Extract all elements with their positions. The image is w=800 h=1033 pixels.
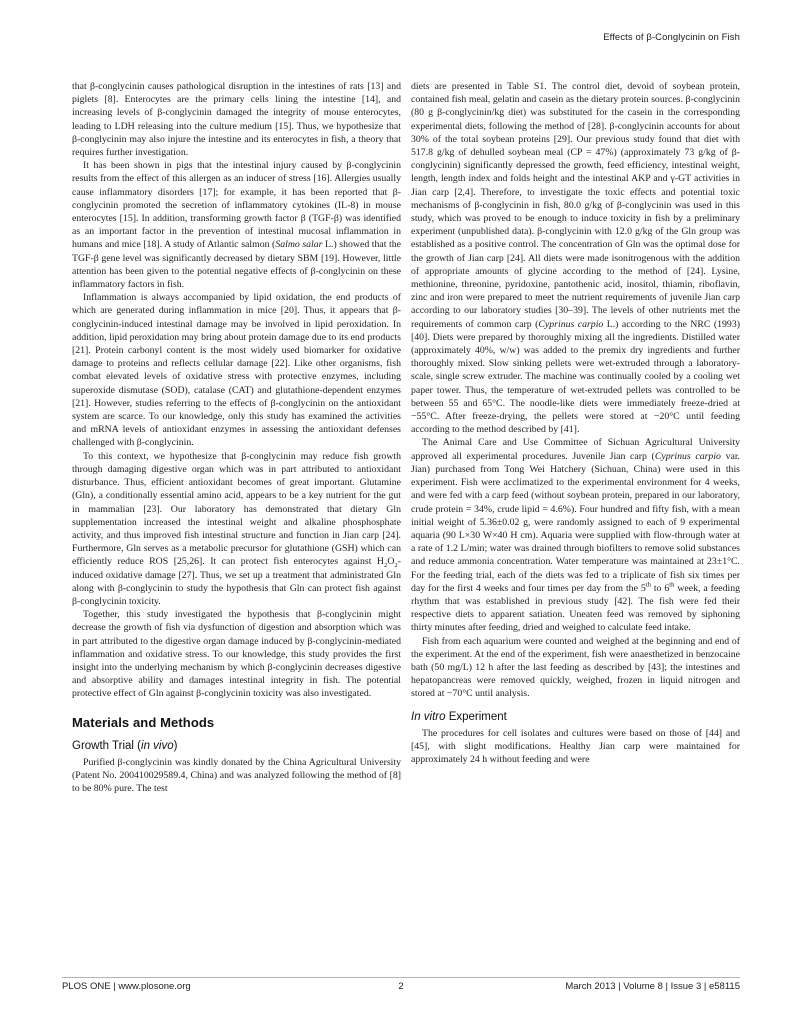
paragraph: Purified β-conglycinin was kindly donated by the China Agricultural University (Patent No. 200410029589.4, China) and was analyzed following the method of [8] to be 80% pure. The test	[72, 756, 401, 794]
right-column	[411, 80, 740, 795]
left-column	[72, 80, 401, 795]
subsection-heading: In vitro Experiment	[411, 710, 507, 723]
paragraph: Fish from each aquarium were counted and weighed at the beginning and end of the experiment. At the end of the experiment, fish were anaesthetized in benzocaine bath (50 mg/L) 12 h after the last feeding as described by [43]; the intestines and hepatopancreas were removed quickly, weighed, frozen in liquid nitrogen and stored at −70°C until analysis.	[411, 635, 740, 700]
footer-page-number: 2	[398, 981, 404, 992]
running-head-title: Effects of β-Conglycinin on Fish	[603, 32, 740, 43]
paragraph: The procedures for cell isolates and cultures were based on those of [44] and [45], with slight modifications. Healthy Jian carp were maintained for approximately 24 h without feeding and were	[411, 727, 740, 765]
paragraph: diets are presented in Table S1. The control diet, devoid of soybean protein, contained fish meal, gelatin and casein as the dietary protein sources. β-conglycinin (80 g β-conglycinin/kg diet) was substituted for the casein in the corresponding experimental diets, following the method of [28]. β-conglycinin accounts for about 30% of the total soybean proteins [29]. Our previous study found that diet with 517.8 g/kg of dehulled soybean meal (CP = 47%) (approximately 73 g/kg of β-conglycinin) significantly depressed the growth, feed efficiency, intestinal weight, length, length index and folds height and the intestinal AKP and γ-GT activities in Jian carp [2,4]. Therefore, to investigate the toxic effects and potential toxic mechanisms of β-conglycinin in fish, 80.0 g/kg of β-conglycinin was used in this study, which was proved to be enough to induce toxicity in fish by a preliminary experiment (unpublished data). β-conglycinin with 12.0 g/kg of the Gln group was established as a positive control. The concentration of Gln was the optimal dose for the growth of Jian carp [24]. All diets were made isonitrogenous with the addition of appropriate amounts of glycine according to the method of [24]. Lysine, methionine, threonine, pyridoxine, pantothenic acid, inositol, thiamin, riboflavin, zinc and iron were prepared to meet the nutrient requirements of juvenile Jian carp according to our laboratory studies [30–39]. The levels of other nutrients met the requirements of common carp (Cyprinus carpio L.) according to the NRC (1993) [40]. Diets were prepared by thoroughly mixing all the ingredients. Distilled water (approximately 40%, w/w) was added to the premix dry ingredients and further thoroughly mixed. Slow sinking pellets were wet-extruded through a laboratory-scale, single screw extruder. The machine was continually cooled by a cooling wet paper tower. Thus, the temperature of wet-extruded pellets was controlled to be between 55 and 65°C. The noodle-like diets were immediately freeze-dried at −55°C. After freeze-drying, the pellets were stored at −20°C until feeding according to the method described by [41].	[411, 81, 740, 436]
page-footer	[62, 981, 740, 992]
paragraph: To this context, we hypothesize that β-conglycinin may reduce fish growth through damaging digestive organ which was in part attributed to antioxidant disturbance. Thus, efficient antioxidant becomes of great important. Glutamine (Gln), a conditionally essential amino acid, appears to be a key nutrient for the gut in mammalian [23]. Our laboratory has demonstrated that dietary Gln supplementation increased the intestinal weight and alkaline phosphosphate activity, and thus improved fish intestinal structure and function in Jian carp [24]. Furthermore, Gln serves as a metabolic precursor for glutathione (GSH) which can efficiently reduce ROS [25,26]. It can protect fish enterocytes against $H_2O_2$-induced oxidative damage [27]. Thus, we set up a treatment that administrated Gln along with β-conglycinin to study the hypothesis that Gln can protect fish against β-conglycinin toxicity.	[72, 450, 401, 607]
subsection-heading: Growth Trial (in vivo)	[72, 739, 178, 752]
article-body	[72, 80, 740, 795]
footer-issue-info: March 2013 | Volume 8 | Issue 3 | e58115	[565, 981, 740, 992]
paragraph: Inflammation is always accompanied by lipid oxidation, the end products of which are generated during inflammation in mice [20]. Thus, it appears that β-conglycinin-induced intestinal damage may be involved in lipid peroxidation. In addition, lipid peroxidation may bring about protein damage due to its end products [21]. Protein carbonyl content is the most widely used biomarker for oxidative damage to proteins and reflects cellular damage [22]. Like other organisms, fish combat elevated levels of oxidative stress with protective enzymes, including superoxide dismutase (SOD), catalase (CAT) and glutathione-dependent enzymes [21]. However, studies referring to the effects of β-conglycinin on the antioxidant system are scarce. To our knowledge, only this study has examined the activities and mRNA levels of antioxidant enzymes in assessing the antioxidant defenses challenged with β-conglycinin.	[72, 292, 401, 449]
footer-divider	[62, 977, 740, 978]
footer-journal-url: PLOS ONE | www.plosone.org	[62, 981, 191, 992]
paragraph: that β-conglycinin causes pathological disruption in the intestines of rats [13] and piglets [8]. Enterocytes are the primary cells lining the intestine [14], and increasing levels of β-conglycinin damaged the integrity of mouse enterocytes, leading to LDH releasing into the culture medium [15]. Thus, we hypothesize that β-conglycinin may also injure the intestine and its enterocytes in fish, a theory that requires further investigation.	[72, 81, 401, 159]
section-heading: Materials and Methods	[72, 714, 215, 730]
paragraph: Together, this study investigated the hypothesis that β-conglycinin might decrease the growth of fish via dysfunction of digestion and absorption which was in part attributed to the digestive organ damage induced by β-conglycinin-mediated inflammation and oxidative stress. To our knowledge, this study provides the first insight into the underlying mechanism by which β-conglycinin decreases digestive and absorptive ability and damages intestinal integrity in fish. The potential protective effect of Gln against β-conglycinin toxicity was also investigated.	[72, 609, 401, 700]
paragraph: The Animal Care and Use Committee of Sichuan Agricultural University approved all experimental procedures. Juvenile Jian carp (Cyprinus carpio var. Jian) purchased from Tong Wei Hatchery (Sichuan, China) were used in this experiment. Fish were acclimatized to the experimental environment for 4 weeks, and were fed with a carp feed (without soybean protein, prepared in our laboratory, crude protein = 34%, crude lipid = 4.6%). Four hundred and fifty fish, with a mean initial weight of 5.36±0.02 g, were randomly assigned to each of 9 experimental aquaria (90 L×30 W×40 H cm). Aquaria were supplied with flow-through water at a rate of 1.2 L/min; water was drained through biofilters to remove solid substances and reduce ammonia concentration. Water temperature was maintained at 23±1°C. For the feeding trial, each of the diets was fed to a triplicate of fish six times per day for the first 4 weeks and four times per day from the 5th to 6th week, a feeding rhythm that was established in previous study [42]. The fish were fed their respective diets to apparent satiation. Uneaten feed was removed by siphoning thirty minutes after feeding, dried and weighed to calculate feed intake.	[411, 437, 741, 634]
paragraph: It has been shown in pigs that the intestinal injury caused by β-conglycinin results from the effect of this allergen as an inducer of stress [16]. Allergies usually cause inflammatory disorders [17]; for example, it has been reported that β-conglycinin promoted the secretion of inflammatory cytokines (IL-8) in mouse enterocytes [15]. In addition, transforming growth factor β (TGF-β) was identified as an important factor in the prevention of intestinal mucosal inflammation in humans and mice [18]. A study of Atlantic salmon (Salmo salar L.) showed that the TGF-β gene level was significantly decreased by dietary SBM [19]. However, little attention has been given to the potential negative effects of β-conglycinin on these inflammatory factors in fish.	[72, 160, 401, 291]
